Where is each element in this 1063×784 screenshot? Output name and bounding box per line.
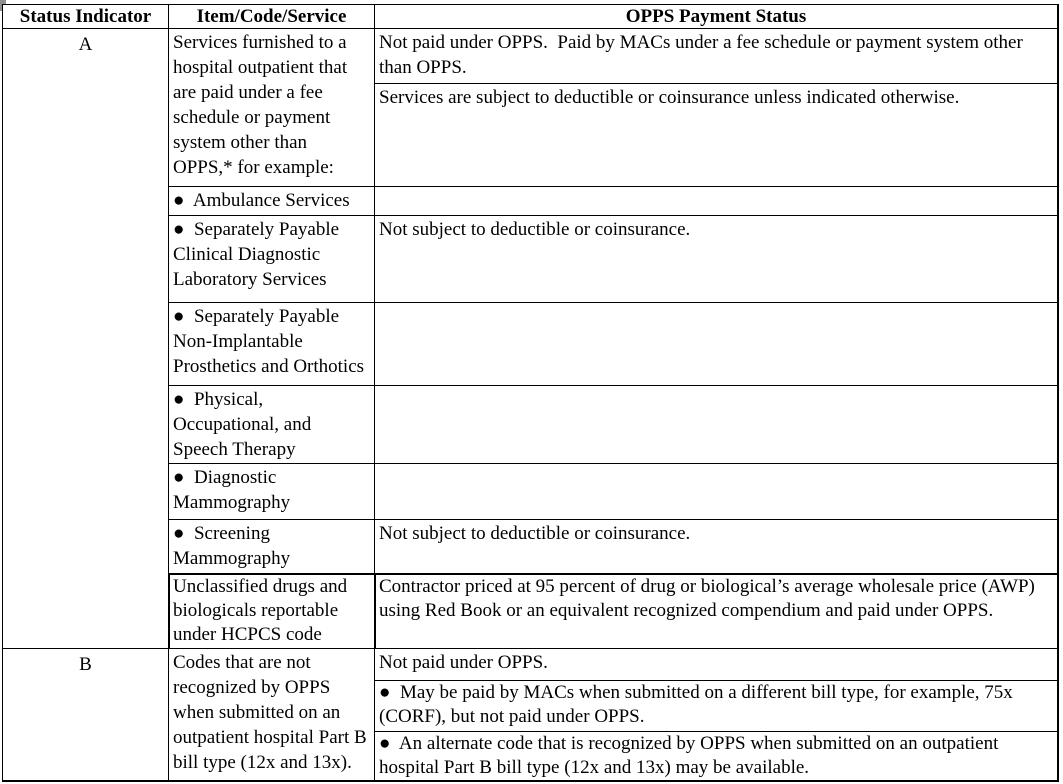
a-status-contractor-priced-cell: Contractor priced at 95 percent of drug or biological’s average wholesale price (AWP) using Red Book or an equivalent recognized compendium and paid under OPPS. (375, 575, 1057, 649)
a-status-not-paid-cell: Not paid under OPPS. Paid by MACs under a fee schedule or payment system other than OPPS. (375, 29, 1057, 84)
header-opps-payment-status: OPPS Payment Status (375, 5, 1057, 29)
a-status-empty-2 (375, 303, 1057, 386)
opps-payment-status-table (2, 4, 1059, 782)
section-a-item-column (169, 29, 375, 649)
a-status-not-subject-1-cell: Not subject to deductible or coinsurance. (375, 216, 1057, 303)
a-status-not-subject-2-cell: Not subject to deductible or coinsurance. (375, 520, 1057, 575)
a-item-screening-mammography-cell: ● Screening Mammography (169, 520, 375, 575)
b-status-macs-bill-type-cell: ● May be paid by MACs when submitted on a different bill type, for example, 75x (CORF), but not paid under OPPS. (375, 681, 1057, 732)
a-item-intro-cell: Services furnished to a hospital outpatient that are paid under a fee schedule or payment system other than OPPS,* for example: (169, 29, 375, 187)
a-status-deductible-cell: Services are subject to deductible or coinsurance unless indicated otherwise. (375, 84, 1057, 187)
a-status-empty-1 (375, 187, 1057, 216)
a-item-unclassified-drugs-cell: Unclassified drugs and biologicals reportable under HCPCS code (169, 575, 375, 649)
a-item-prosthetics-cell: ● Separately Payable Non-Implantable Prosthetics and Orthotics (169, 303, 375, 386)
a-item-diagnostic-mammography-cell: ● Diagnostic Mammography (169, 464, 375, 520)
a-item-ambulance-cell: ● Ambulance Services (169, 187, 375, 216)
table-header-row (3, 5, 1057, 29)
header-item-code-service: Item/Code/Service (169, 5, 375, 29)
section-b-row (3, 649, 1057, 780)
section-a-status-column (375, 29, 1057, 649)
a-item-therapy-cell: ● Physical, Occupational, and Speech Therapy (169, 386, 375, 464)
a-item-clinical-lab-cell: ● Separately Payable Clinical Diagnostic Laboratory Services (169, 216, 375, 303)
a-status-empty-4 (375, 464, 1057, 520)
header-status-indicator: Status Indicator (3, 5, 169, 29)
section-b-status-column (375, 649, 1057, 780)
section-a-row (3, 29, 1057, 649)
b-status-alternate-code-cell: ● An alternate code that is recognized by OPPS when submitted on an outpatient hospital Part B bill type (12x and 13x) may be available. (379, 733, 1004, 778)
status-indicator-b-cell: B (3, 649, 169, 780)
section-b-item-column (169, 649, 375, 780)
b-item-codes-cell: Codes that are not recognized by OPPS when submitted on an outpatient hospital Part B bill type (12x and 13x). (169, 649, 375, 780)
status-indicator-a-cell: A (3, 29, 169, 649)
a-status-empty-3 (375, 386, 1057, 464)
b-status-not-paid-cell: Not paid under OPPS. (375, 649, 1057, 681)
